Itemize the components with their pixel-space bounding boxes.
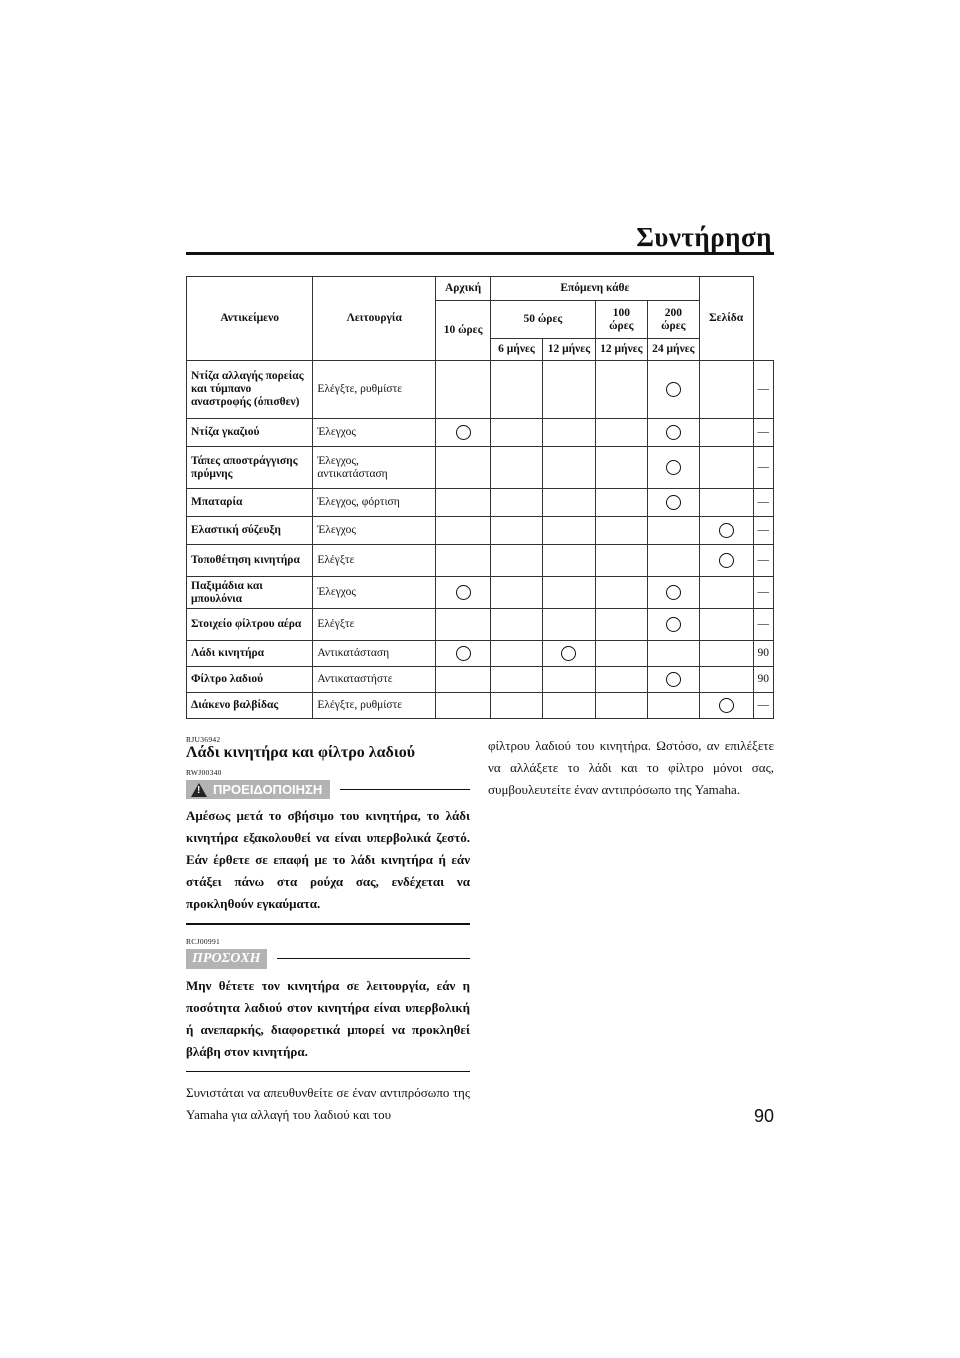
row-interval-cell bbox=[436, 517, 491, 545]
table-row bbox=[187, 361, 774, 419]
notice-code: RCJ00991 bbox=[186, 936, 221, 946]
row-operation: Έλεγχος, αντικατάσταση bbox=[313, 447, 436, 489]
right-column bbox=[488, 735, 774, 801]
warning-triangle-icon: ! bbox=[191, 783, 207, 797]
row-interval-cell bbox=[699, 361, 753, 419]
header-initial: Αρχική bbox=[436, 277, 491, 301]
row-interval-cell bbox=[699, 447, 753, 489]
row-page: — bbox=[753, 517, 774, 545]
table-row bbox=[187, 693, 774, 719]
warning-header bbox=[186, 780, 470, 799]
row-interval-cell bbox=[647, 667, 699, 693]
section-title: Λάδι κινητήρα και φίλτρο λαδιού bbox=[186, 744, 416, 761]
row-interval-cell bbox=[436, 447, 491, 489]
row-interval-cell bbox=[699, 577, 753, 609]
row-interval-cell bbox=[436, 609, 491, 641]
page-title: Συντήρηση bbox=[636, 222, 772, 252]
row-item: Τοποθέτηση κινητήρα bbox=[187, 545, 313, 577]
table-row bbox=[187, 545, 774, 577]
row-page: — bbox=[753, 545, 774, 577]
row-interval-cell bbox=[699, 641, 753, 667]
body-text-left: Συνιστάται να απευθυνθείτε σε έναν αντιπρόσωπο της Yamaha για αλλαγή του λαδιού και του bbox=[186, 1085, 470, 1122]
row-page: 90 bbox=[753, 641, 774, 667]
schedule-body bbox=[187, 361, 774, 719]
row-interval-cell bbox=[436, 545, 491, 577]
header-200h: 200 ώρες bbox=[647, 301, 699, 339]
row-interval-cell bbox=[699, 545, 753, 577]
circle-mark-icon bbox=[666, 495, 681, 510]
warning-label: ΠΡΟΕΙΔΟΠΟΙΗΣΗ bbox=[213, 782, 323, 797]
row-interval-cell bbox=[595, 577, 647, 609]
row-interval-cell bbox=[490, 609, 542, 641]
row-interval-cell bbox=[647, 693, 699, 719]
row-operation: Ελέγξτε, ρυθμίστε bbox=[313, 693, 436, 719]
row-interval-cell bbox=[436, 693, 491, 719]
circle-mark-icon bbox=[719, 523, 734, 538]
notice-rule bbox=[277, 958, 470, 960]
row-interval-cell bbox=[436, 419, 491, 447]
row-interval-cell bbox=[595, 517, 647, 545]
row-interval-cell bbox=[647, 361, 699, 419]
row-page: — bbox=[753, 361, 774, 419]
header-item: Αντικείμενο bbox=[187, 277, 313, 361]
header-12m-a: 12 μήνες bbox=[542, 339, 595, 361]
header-50h: 50 ώρες bbox=[490, 301, 595, 339]
row-interval-cell bbox=[542, 693, 595, 719]
notice-text: Μην θέτετε τον κινητήρα σε λειτουργία, εάν η ποσότητα λαδιού στον κινητήρα είναι υπερβολική ή ανεπαρκής, διαφορετικά μπορεί να προκληθεί βλάβη στον κινητήρα. bbox=[186, 977, 470, 1059]
header-6m: 6 μήνες bbox=[490, 339, 542, 361]
row-interval-cell bbox=[699, 489, 753, 517]
circle-mark-icon bbox=[666, 672, 681, 687]
header-every: Επόμενη κάθε bbox=[490, 277, 699, 301]
circle-mark-icon bbox=[456, 585, 471, 600]
notice-badge: ΠΡΟΣΟΧΗ bbox=[186, 949, 267, 969]
circle-mark-icon bbox=[666, 382, 681, 397]
row-interval-cell bbox=[490, 577, 542, 609]
row-item: Ελαστική σύζευξη bbox=[187, 517, 313, 545]
section-code: RJU36942 bbox=[186, 735, 221, 744]
row-interval-cell bbox=[436, 577, 491, 609]
row-interval-cell bbox=[542, 641, 595, 667]
row-operation: Αντικαταστήστε bbox=[313, 667, 436, 693]
row-interval-cell bbox=[699, 419, 753, 447]
header-12m-b: 12 μήνες bbox=[595, 339, 647, 361]
row-interval-cell bbox=[542, 577, 595, 609]
row-interval-cell bbox=[595, 361, 647, 419]
row-interval-cell bbox=[595, 545, 647, 577]
row-operation: Ελέγξτε bbox=[313, 609, 436, 641]
circle-mark-icon bbox=[666, 425, 681, 440]
row-interval-cell bbox=[542, 361, 595, 419]
row-interval-cell bbox=[490, 517, 542, 545]
warning-code: RWJ00340 bbox=[186, 768, 222, 777]
circle-mark-icon bbox=[456, 646, 471, 661]
row-interval-cell bbox=[699, 609, 753, 641]
row-interval-cell bbox=[595, 693, 647, 719]
row-item: Ντίζα αλλαγής πορείας και τύμπανο αναστροφής (όπισθεν) bbox=[187, 361, 313, 419]
row-interval-cell bbox=[595, 641, 647, 667]
header-100h: 100 ώρες bbox=[595, 301, 647, 339]
row-interval-cell bbox=[595, 667, 647, 693]
row-item: Φίλτρο λαδιού bbox=[187, 667, 313, 693]
row-interval-cell bbox=[699, 693, 753, 719]
row-interval-cell bbox=[490, 667, 542, 693]
row-item: Στοιχείο φίλτρου αέρα bbox=[187, 609, 313, 641]
circle-mark-icon bbox=[561, 646, 576, 661]
circle-mark-icon bbox=[666, 617, 681, 632]
row-operation: Έλεγχος bbox=[313, 577, 436, 609]
circle-mark-icon bbox=[456, 425, 471, 440]
row-interval-cell bbox=[699, 667, 753, 693]
maintenance-schedule-table bbox=[186, 276, 774, 719]
row-interval-cell bbox=[542, 545, 595, 577]
row-interval-cell bbox=[647, 447, 699, 489]
circle-mark-icon bbox=[666, 460, 681, 475]
row-interval-cell bbox=[542, 489, 595, 517]
table-row bbox=[187, 609, 774, 641]
row-interval-cell bbox=[490, 447, 542, 489]
row-interval-cell bbox=[542, 447, 595, 489]
row-operation: Ελέγξτε, ρυθμίστε bbox=[313, 361, 436, 419]
row-interval-cell bbox=[436, 641, 491, 667]
row-item: Μπαταρία bbox=[187, 489, 313, 517]
table-row bbox=[187, 517, 774, 545]
row-interval-cell bbox=[595, 609, 647, 641]
row-interval-cell bbox=[699, 517, 753, 545]
table-row bbox=[187, 667, 774, 693]
header-24m: 24 μήνες bbox=[647, 339, 699, 361]
notice-header bbox=[186, 949, 470, 969]
circle-mark-icon bbox=[719, 553, 734, 568]
row-interval-cell bbox=[490, 419, 542, 447]
row-interval-cell bbox=[542, 609, 595, 641]
circle-mark-icon bbox=[666, 585, 681, 600]
row-interval-cell bbox=[490, 545, 542, 577]
row-operation: Αντικατάσταση bbox=[313, 641, 436, 667]
row-item: Τάπες αποστράγγισης πρύμνης bbox=[187, 447, 313, 489]
circle-mark-icon bbox=[719, 698, 734, 713]
row-interval-cell bbox=[595, 489, 647, 517]
row-item: Ντίζα γκαζιού bbox=[187, 419, 313, 447]
row-page: — bbox=[753, 693, 774, 719]
row-page: — bbox=[753, 419, 774, 447]
table-row bbox=[187, 641, 774, 667]
page-number: 90 bbox=[753, 1106, 774, 1126]
row-item: Λάδι κινητήρα bbox=[187, 641, 313, 667]
header-rule bbox=[186, 252, 774, 255]
table-row bbox=[187, 447, 774, 489]
row-interval-cell bbox=[647, 577, 699, 609]
row-operation: Ελέγξτε bbox=[313, 545, 436, 577]
row-interval-cell bbox=[490, 693, 542, 719]
body-text-right: φίλτρου λαδιού του κινητήρα. Ωστόσο, αν επιλέξετε να αλλάξετε το λάδι και το φίλτρο μόνοι σας, συμβουλευτείτε έναν αντιπρόσωπο της Yamaha. bbox=[488, 738, 774, 797]
row-interval-cell bbox=[490, 489, 542, 517]
table-row bbox=[187, 577, 774, 609]
row-interval-cell bbox=[490, 641, 542, 667]
row-interval-cell bbox=[436, 361, 491, 419]
row-operation: Έλεγχος bbox=[313, 517, 436, 545]
row-page: — bbox=[753, 447, 774, 489]
row-page: — bbox=[753, 609, 774, 641]
warning-rule bbox=[340, 789, 470, 791]
row-operation: Έλεγχος, φόρτιση bbox=[313, 489, 436, 517]
header-page: Σελίδα bbox=[699, 277, 753, 361]
row-interval-cell bbox=[647, 489, 699, 517]
row-operation: Έλεγχος bbox=[313, 419, 436, 447]
row-interval-cell bbox=[647, 641, 699, 667]
row-page: 90 bbox=[753, 667, 774, 693]
row-interval-cell bbox=[542, 419, 595, 447]
table-row bbox=[187, 489, 774, 517]
left-column bbox=[186, 735, 470, 1126]
warning-badge bbox=[186, 780, 330, 799]
row-interval-cell bbox=[542, 517, 595, 545]
row-interval-cell bbox=[436, 489, 491, 517]
row-interval-cell bbox=[490, 361, 542, 419]
row-interval-cell bbox=[542, 667, 595, 693]
row-item: Παξιμάδια και μπουλόνια bbox=[187, 577, 313, 609]
row-interval-cell bbox=[436, 667, 491, 693]
row-page: — bbox=[753, 489, 774, 517]
warning-text: Αμέσως μετά το σβήσιμο του κινητήρα, το λάδι κινητήρα εξακολουθεί να είναι υπερβολικά ζεστό. Εάν έρθετε σε επαφή με το λάδι κινητήρα ή εάν στάξει πάνω στα ρούχα σας, ενδέχεται να προκληθούν εγκαύματα. bbox=[186, 808, 470, 911]
row-interval-cell bbox=[647, 609, 699, 641]
row-interval-cell bbox=[647, 517, 699, 545]
header-operation: Λειτουργία bbox=[313, 277, 436, 361]
row-interval-cell bbox=[647, 545, 699, 577]
row-interval-cell bbox=[595, 419, 647, 447]
row-page: — bbox=[753, 577, 774, 609]
row-interval-cell bbox=[595, 447, 647, 489]
table-row bbox=[187, 419, 774, 447]
header-10h: 10 ώρες bbox=[436, 301, 491, 361]
row-item: Διάκενο βαλβίδας bbox=[187, 693, 313, 719]
row-interval-cell bbox=[647, 419, 699, 447]
